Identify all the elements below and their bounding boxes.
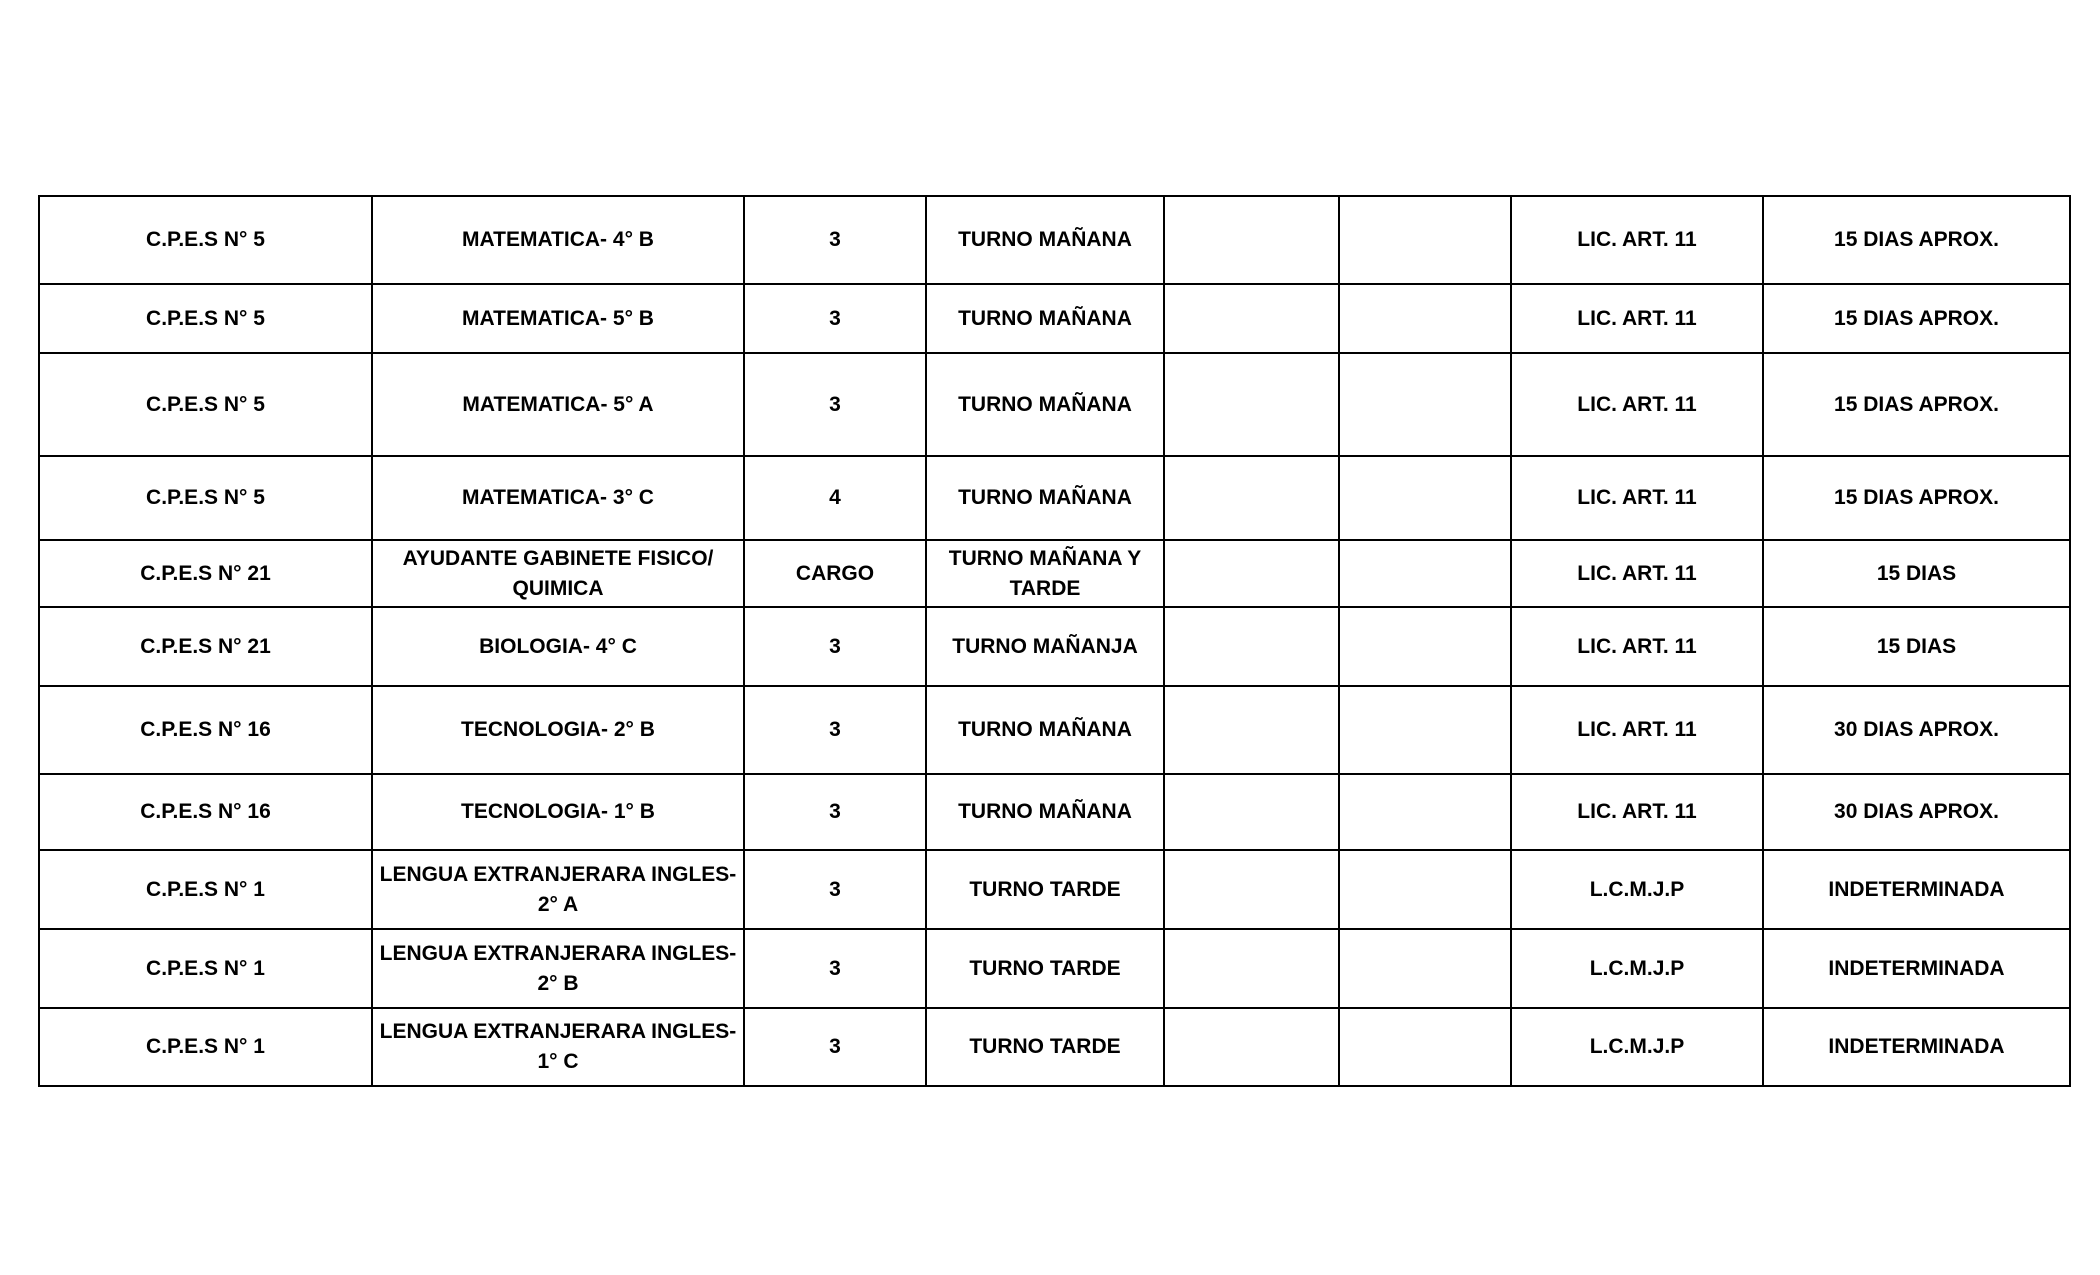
empty-cell	[1339, 774, 1511, 850]
hours-cell: 3	[744, 353, 926, 456]
reason-cell: LIC. ART. 11	[1511, 353, 1763, 456]
duration-cell: 30 DIAS APROX.	[1763, 686, 2070, 774]
subject-cell: MATEMATICA- 3° C	[372, 456, 744, 540]
empty-cell	[1164, 850, 1339, 929]
empty-cell	[1164, 774, 1339, 850]
table-row	[39, 456, 2070, 540]
empty-cell	[1339, 686, 1511, 774]
school-cell: C.P.E.S N° 5	[39, 196, 372, 284]
empty-cell	[1339, 850, 1511, 929]
subject-cell: TECNOLOGIA- 1° B	[372, 774, 744, 850]
shift-cell: TURNO TARDE	[926, 1008, 1164, 1086]
empty-cell	[1339, 456, 1511, 540]
duration-cell: 15 DIAS APROX.	[1763, 284, 2070, 353]
shift-cell: TURNO TARDE	[926, 850, 1164, 929]
subject-cell: AYUDANTE GABINETE FISICO/ QUIMICA	[372, 540, 744, 607]
duration-cell: 15 DIAS APROX.	[1763, 456, 2070, 540]
table-row	[39, 686, 2070, 774]
reason-cell: LIC. ART. 11	[1511, 607, 1763, 686]
empty-cell	[1164, 196, 1339, 284]
empty-cell	[1339, 284, 1511, 353]
duration-cell: 30 DIAS APROX.	[1763, 774, 2070, 850]
empty-cell	[1339, 196, 1511, 284]
duration-cell: INDETERMINADA	[1763, 929, 2070, 1008]
table-row	[39, 850, 2070, 929]
hours-cell: 3	[744, 850, 926, 929]
subject-cell: LENGUA EXTRANJERARA INGLES- 2° A	[372, 850, 744, 929]
shift-cell: TURNO MAÑANA	[926, 456, 1164, 540]
subject-cell: LENGUA EXTRANJERARA INGLES- 2° B	[372, 929, 744, 1008]
empty-cell	[1164, 1008, 1339, 1086]
empty-cell	[1164, 353, 1339, 456]
hours-cell: 3	[744, 607, 926, 686]
table-row	[39, 196, 2070, 284]
reason-cell: LIC. ART. 11	[1511, 540, 1763, 607]
hours-cell: 3	[744, 196, 926, 284]
subject-cell: BIOLOGIA- 4° C	[372, 607, 744, 686]
duration-cell: 15 DIAS APROX.	[1763, 196, 2070, 284]
school-cell: C.P.E.S N° 16	[39, 686, 372, 774]
shift-cell: TURNO MAÑANA	[926, 686, 1164, 774]
hours-cell: 3	[744, 686, 926, 774]
duration-cell: INDETERMINADA	[1763, 1008, 2070, 1086]
table-row	[39, 607, 2070, 686]
hours-cell: 3	[744, 1008, 926, 1086]
shift-cell: TURNO MAÑANA	[926, 284, 1164, 353]
reason-cell: LIC. ART. 11	[1511, 196, 1763, 284]
empty-cell	[1164, 929, 1339, 1008]
empty-cell	[1164, 540, 1339, 607]
shift-cell: TURNO MAÑANA	[926, 774, 1164, 850]
subject-cell: MATEMATICA- 5° B	[372, 284, 744, 353]
empty-cell	[1164, 607, 1339, 686]
subject-cell: MATEMATICA- 5° A	[372, 353, 744, 456]
empty-cell	[1164, 686, 1339, 774]
school-cell: C.P.E.S N° 5	[39, 284, 372, 353]
hours-cell: 3	[744, 774, 926, 850]
school-cell: C.P.E.S N° 5	[39, 353, 372, 456]
school-cell: C.P.E.S N° 1	[39, 929, 372, 1008]
reason-cell: L.C.M.J.P	[1511, 1008, 1763, 1086]
table-body	[39, 196, 2070, 1086]
table-row	[39, 353, 2070, 456]
shift-cell: TURNO MAÑANA	[926, 196, 1164, 284]
table-row	[39, 284, 2070, 353]
school-cell: C.P.E.S N° 16	[39, 774, 372, 850]
shift-cell: TURNO MAÑANJA	[926, 607, 1164, 686]
subject-cell: TECNOLOGIA- 2° B	[372, 686, 744, 774]
vacancy-table	[38, 195, 2071, 1087]
duration-cell: 15 DIAS APROX.	[1763, 353, 2070, 456]
reason-cell: L.C.M.J.P	[1511, 929, 1763, 1008]
empty-cell	[1339, 540, 1511, 607]
reason-cell: L.C.M.J.P	[1511, 850, 1763, 929]
empty-cell	[1164, 284, 1339, 353]
hours-cell: 3	[744, 929, 926, 1008]
reason-cell: LIC. ART. 11	[1511, 456, 1763, 540]
table-row	[39, 929, 2070, 1008]
school-cell: C.P.E.S N° 5	[39, 456, 372, 540]
empty-cell	[1339, 929, 1511, 1008]
hours-cell: 3	[744, 284, 926, 353]
shift-cell: TURNO MAÑANA Y TARDE	[926, 540, 1164, 607]
empty-cell	[1164, 456, 1339, 540]
hours-cell: CARGO	[744, 540, 926, 607]
shift-cell: TURNO TARDE	[926, 929, 1164, 1008]
empty-cell	[1339, 607, 1511, 686]
duration-cell: 15 DIAS	[1763, 540, 2070, 607]
reason-cell: LIC. ART. 11	[1511, 686, 1763, 774]
subject-cell: LENGUA EXTRANJERARA INGLES- 1° C	[372, 1008, 744, 1086]
reason-cell: LIC. ART. 11	[1511, 284, 1763, 353]
duration-cell: 15 DIAS	[1763, 607, 2070, 686]
subject-cell: MATEMATICA- 4° B	[372, 196, 744, 284]
duration-cell: INDETERMINADA	[1763, 850, 2070, 929]
table-row	[39, 774, 2070, 850]
table-row	[39, 1008, 2070, 1086]
school-cell: C.P.E.S N° 21	[39, 540, 372, 607]
reason-cell: LIC. ART. 11	[1511, 774, 1763, 850]
shift-cell: TURNO MAÑANA	[926, 353, 1164, 456]
school-cell: C.P.E.S N° 21	[39, 607, 372, 686]
hours-cell: 4	[744, 456, 926, 540]
school-cell: C.P.E.S N° 1	[39, 850, 372, 929]
empty-cell	[1339, 353, 1511, 456]
school-cell: C.P.E.S N° 1	[39, 1008, 372, 1086]
empty-cell	[1339, 1008, 1511, 1086]
table-row	[39, 540, 2070, 607]
